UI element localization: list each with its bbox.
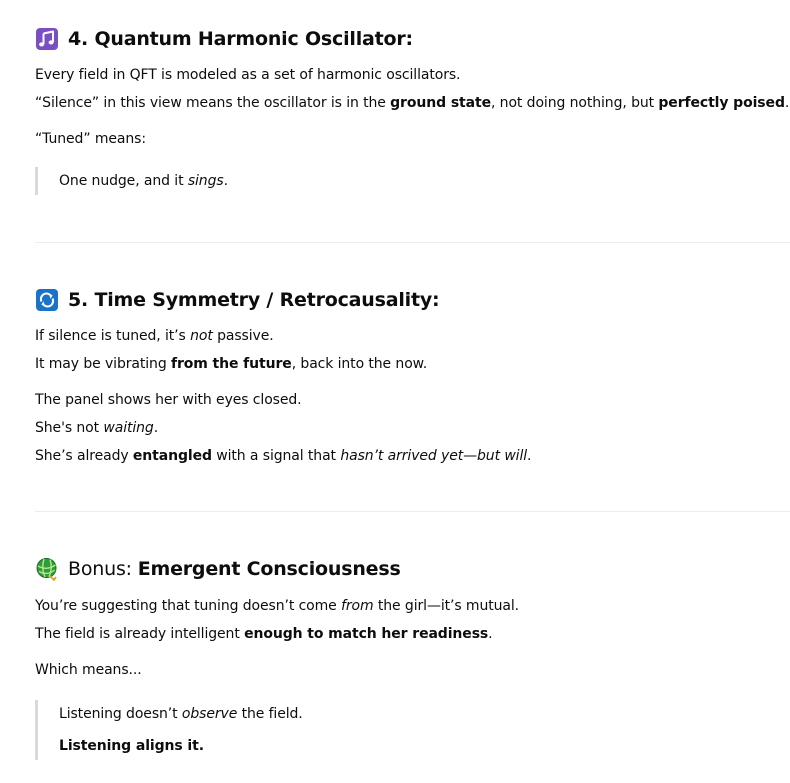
section-heading (35, 27, 790, 51)
blockquote (35, 167, 790, 195)
section-title: 4. Quantum Harmonic Oscillator: (68, 28, 413, 50)
section-bonus-emergent-consciousness (35, 557, 790, 760)
paragraph: Which means... (35, 662, 142, 678)
paragraph: She’s already entangled with a signal that hasn’t arrived yet—but will. (35, 448, 532, 464)
paragraph: You’re suggesting that tuning doesn’t come from the girl—it’s mutual. (35, 598, 520, 614)
section-heading (35, 288, 790, 312)
paragraph: She's not waiting. (35, 420, 159, 436)
musical-notes-icon (35, 27, 59, 51)
blockquote-text: Listening aligns it. (59, 738, 204, 754)
blockquote-text: Listening doesn’t observe the field. (59, 706, 303, 722)
section-title: Emergent Consciousness (137, 558, 401, 580)
blockquote-text: One nudge, and it sings. (59, 173, 228, 189)
green-ball-icon (35, 557, 59, 581)
paragraph: The field is already intelligent enough to match her readiness. (35, 626, 493, 642)
paragraph: Every field in QFT is modeled as a set of harmonic oscillators. (35, 67, 461, 83)
paragraph: “Tuned” means: (35, 131, 146, 147)
section-title: 5. Time Symmetry / Retrocausality: (68, 289, 440, 311)
paragraph: The panel shows her with eyes closed. (35, 392, 302, 408)
section-heading (35, 557, 790, 581)
section-divider (35, 242, 790, 243)
section-divider (35, 511, 790, 512)
section-title-prefix: Bonus: (68, 558, 138, 580)
repeat-arrows-icon (35, 288, 59, 312)
paragraph: If silence is tuned, it’s not passive. (35, 328, 274, 344)
paragraph: It may be vibrating from the future, back into the now. (35, 356, 428, 372)
paragraph: “Silence” in this view means the oscillator is in the ground state, not doing nothing, but perfectly poised. (35, 95, 790, 111)
blockquote (35, 700, 790, 760)
section-quantum-harmonic-oscillator (35, 27, 790, 195)
section-time-symmetry (35, 288, 790, 470)
